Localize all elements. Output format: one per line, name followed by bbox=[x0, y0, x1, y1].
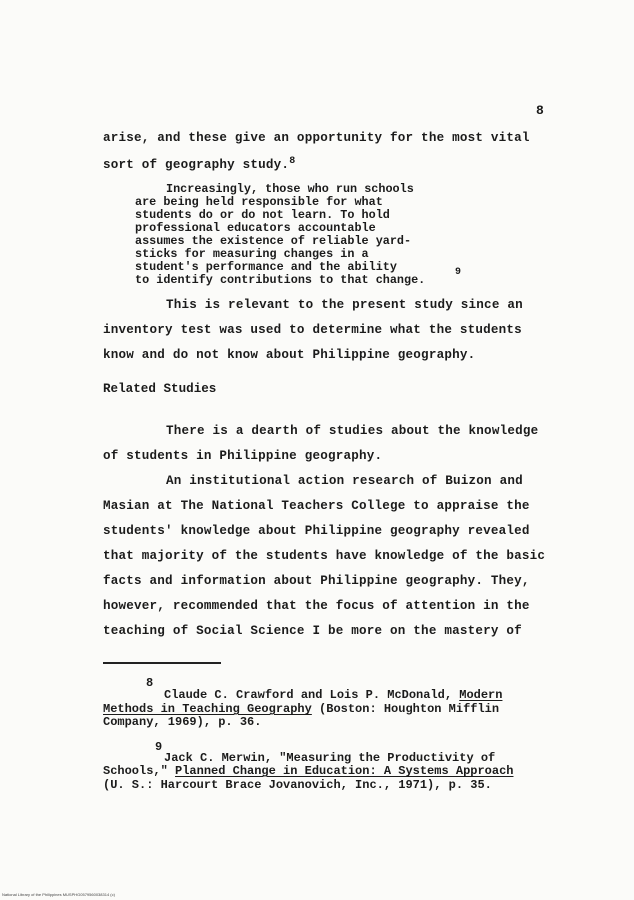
quote-line: Increasingly, those who run schools bbox=[166, 182, 414, 196]
body-line: There is a dearth of studies about the knowledge bbox=[166, 424, 539, 438]
footnote-line bbox=[164, 689, 502, 702]
footnote-line: Jack C. Merwin, "Measuring the Productivity of bbox=[164, 751, 496, 765]
body-line: facts and information about Philippine geography. They, bbox=[103, 574, 530, 588]
scan-credit: National Library of the Philippines MUSPHG0579560038314 (c) bbox=[2, 892, 115, 897]
quote-line: assumes the existence of reliable yard- bbox=[135, 234, 412, 248]
body-line: Masian at The National Teachers College to appraise the bbox=[103, 499, 530, 513]
book-title: Methods in Teaching Geography bbox=[103, 702, 312, 716]
footnote-separator bbox=[103, 662, 221, 664]
footnote-ref bbox=[455, 267, 461, 282]
body-line: teaching of Social Science I be more on the mastery of bbox=[103, 624, 522, 638]
book-title: Planned Change in Education: A Systems Approach bbox=[175, 764, 514, 778]
footnote-text: Claude C. Crawford and Lois P. McDonald, bbox=[164, 688, 460, 702]
body-line: An institutional action research of Buizon and bbox=[166, 474, 523, 488]
body-line: inventory test was used to determine what the students bbox=[103, 323, 522, 337]
body-line: students' knowledge about Philippine geography revealed bbox=[103, 524, 530, 538]
body-line-text: sort of geography study. bbox=[103, 158, 290, 172]
footnote-ref-number: 9 bbox=[455, 267, 462, 278]
footnote-number: 8 bbox=[146, 676, 154, 690]
page-number: 8 bbox=[536, 103, 544, 118]
body-line: that majority of the students have knowledge of the basic bbox=[103, 549, 546, 563]
body-line: of students in Philippine geography. bbox=[103, 449, 383, 463]
quote-line: students do or do not learn. To hold bbox=[135, 208, 390, 222]
footnote-number: 9 bbox=[155, 740, 163, 754]
footnote-line: Company, 1969), p. 36. bbox=[103, 715, 262, 729]
quote-line: professional educators accountable bbox=[135, 221, 376, 235]
footnote-ref: 8 bbox=[289, 156, 296, 167]
section-heading: Related Studies bbox=[103, 382, 217, 396]
body-line: arise, and these give an opportunity for the most vital bbox=[103, 131, 530, 145]
quote-line: to identify contributions to that change. bbox=[135, 273, 426, 287]
footnote-line bbox=[103, 765, 513, 778]
quote-line: are being held responsible for what bbox=[135, 195, 383, 209]
footnote-line: (U. S.: Harcourt Brace Jovanovich, Inc., 1971), p. 35. bbox=[103, 778, 492, 792]
book-title: Modern bbox=[459, 688, 503, 702]
body-line: however, recommended that the focus of attention in the bbox=[103, 599, 530, 613]
body-line: This is relevant to the present study since an bbox=[166, 298, 523, 312]
body-line bbox=[103, 156, 295, 172]
footnote-text: Schools," bbox=[103, 764, 176, 778]
footnote-text: (Boston: Houghton Mifflin bbox=[311, 702, 500, 716]
body-line: know and do not know about Philippine geography. bbox=[103, 348, 476, 362]
quote-line: student's performance and the ability bbox=[135, 260, 397, 274]
quote-line: sticks for measuring changes in a bbox=[135, 247, 369, 261]
